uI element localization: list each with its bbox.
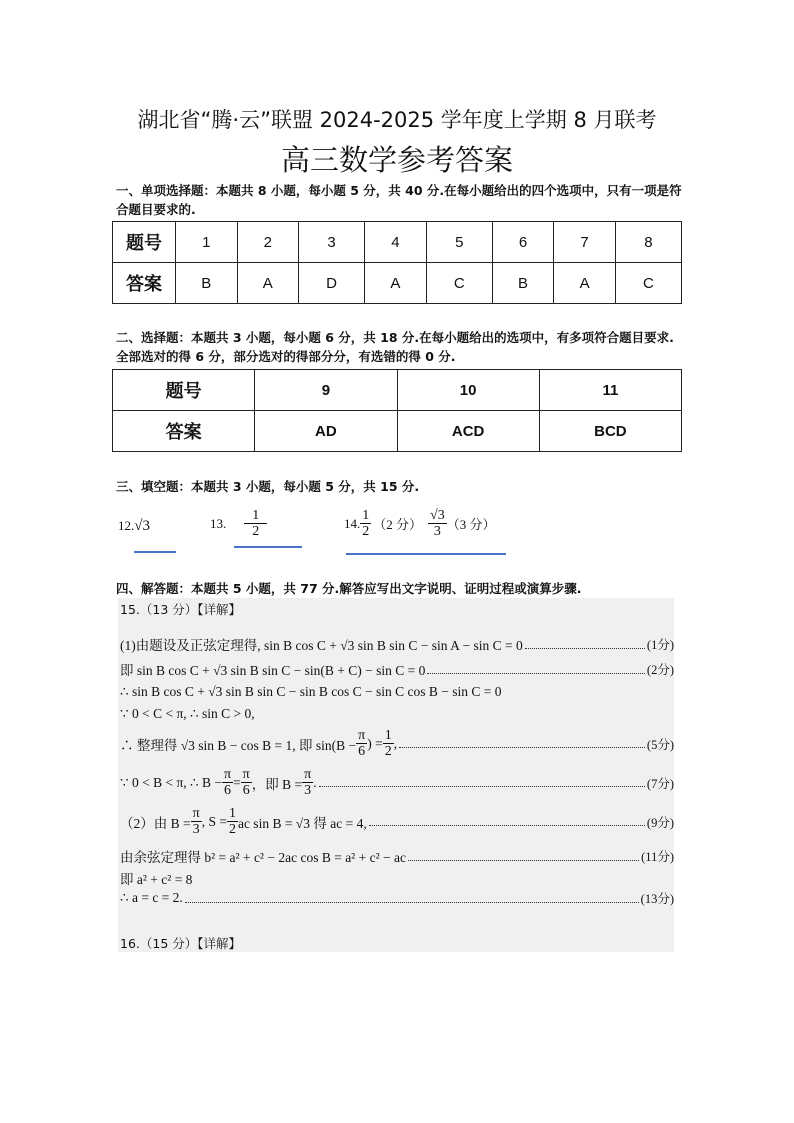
numerator: 1	[228, 806, 236, 821]
line-text: ∴ sin B cos C + √3 sin B sin C − sin B cos C − sin C cos B − sin C = 0	[120, 684, 502, 699]
answer-cell: B	[176, 263, 238, 304]
dot-leader	[185, 894, 639, 903]
dot-leader	[427, 665, 645, 674]
fraction	[360, 508, 371, 539]
answer-cell: B	[492, 263, 554, 304]
section1-answer-table	[112, 221, 682, 304]
dot-leader	[525, 640, 645, 649]
fraction	[227, 806, 238, 837]
solution-line	[120, 767, 674, 798]
question-number: 1	[176, 222, 238, 263]
fraction	[222, 767, 233, 798]
line-text: .	[313, 774, 317, 790]
score: (13分)	[640, 892, 674, 906]
table-row-answers	[113, 263, 682, 304]
numerator: √3	[430, 508, 445, 523]
document-title: 高三数学参考答案	[280, 143, 513, 177]
question-label: 12.	[118, 518, 135, 533]
denominator: 6	[224, 783, 231, 798]
score: (2分)	[646, 663, 674, 677]
line-text: (1)由题设及正弦定理得, sin B cos C + √3 sin B sin C − sin A − sin C = 0	[120, 638, 523, 653]
question-number: 9	[255, 370, 397, 411]
answer-cell: C	[615, 263, 681, 304]
numerator: 1	[362, 508, 370, 523]
dot-leader	[399, 739, 645, 748]
score: (5分)	[646, 737, 674, 752]
score: (1分)	[646, 638, 674, 652]
row-label: 答案	[113, 411, 255, 452]
score: (11分)	[641, 850, 674, 864]
answer-cell: C	[426, 263, 492, 304]
fraction	[383, 728, 394, 759]
numerator: π	[242, 767, 250, 782]
answer-underline	[234, 546, 302, 548]
denominator: 6	[358, 744, 366, 759]
line-text: ac sin B = √3 得 ac = 4,	[237, 815, 367, 831]
solution-line	[120, 889, 674, 907]
question-number: 10	[397, 370, 539, 411]
solution-line	[120, 634, 674, 654]
question-label: 13.	[210, 515, 227, 531]
numerator: 1	[244, 508, 267, 524]
question-number: 6	[492, 222, 554, 263]
denominator: 2	[252, 524, 260, 539]
line-text: 即 sin B cos C + √3 sin B sin C − sin(B + C) − sin C = 0	[120, 663, 426, 678]
fraction	[428, 508, 447, 539]
denominator: 3	[192, 822, 200, 837]
fraction	[241, 767, 252, 798]
score: (9分)	[646, 815, 674, 830]
line-text: （2）由 B =	[120, 815, 191, 831]
answer-cell: D	[299, 263, 365, 304]
section4-heading: 四、解答题：本题共 5 小题，共 77 分.解答应写出文字说明、证明过程或演算步骤.	[116, 581, 582, 596]
solution-line	[120, 684, 674, 700]
answer-cell: ACD	[397, 411, 539, 452]
row-label: 题号	[113, 222, 176, 263]
numerator: π	[304, 767, 312, 782]
q16-header: 16.（15 分）【详解】	[120, 936, 242, 951]
question-number: 5	[426, 222, 492, 263]
line-text: ∴ a = c = 2.	[120, 890, 183, 905]
q15-header: 15.（13 分）【详解】	[120, 602, 242, 617]
row-label: 题号	[113, 370, 255, 411]
question-number: 8	[615, 222, 681, 263]
table-row-questions	[113, 222, 682, 263]
exam-title: 湖北省“腾·云”联盟 2024-2025 学年度上学期 8 月联考	[137, 108, 657, 132]
question-number: 2	[237, 222, 299, 263]
solution-line	[120, 806, 674, 837]
question-label: 14.	[344, 515, 361, 531]
answer-cell: A	[237, 263, 299, 304]
answer-value: √3	[134, 518, 150, 534]
numerator: π	[358, 728, 366, 743]
denominator: 3	[433, 524, 441, 539]
answer-13	[210, 508, 267, 539]
section2-heading: 二、选择题：本题共 3 小题，每小题 6 分，共 18 分.在每小题给出的选项中，有多项符合题目要求.全部选对的得 6 分，部分选对的得部分分，有选错的得 0 分.	[116, 330, 674, 364]
answer-cell: BCD	[539, 411, 681, 452]
score-note: （2 分）	[373, 517, 423, 532]
denominator: 6	[242, 783, 250, 798]
answer-cell: A	[554, 263, 616, 304]
dot-leader	[319, 778, 645, 787]
table-row-answers	[113, 411, 682, 452]
denominator: 2	[362, 524, 370, 539]
answer-underline	[134, 551, 176, 553]
answer-cell: A	[365, 263, 427, 304]
solution-line	[120, 846, 674, 866]
section3-heading: 三、填空题：本题共 3 小题，每小题 5 分，共 15 分.	[116, 479, 420, 494]
table-row-questions	[113, 370, 682, 411]
solution-line	[120, 706, 674, 722]
line-text: 即 a² + c² = 8	[120, 872, 193, 887]
solution-line	[120, 868, 674, 888]
denominator: 2	[384, 744, 392, 759]
dot-leader	[408, 852, 639, 861]
solution-line	[120, 728, 674, 759]
score-note: （3 分）	[446, 517, 496, 532]
answer-14	[344, 508, 495, 539]
line-text: ∴ 整理得 √3 sin B − cos B = 1, 即 sin(B −	[120, 737, 357, 753]
answer-underline	[346, 553, 506, 555]
fraction	[244, 508, 267, 539]
section2-answer-table	[112, 369, 682, 452]
question-number: 4	[365, 222, 427, 263]
line-text: ∵ 0 < B < π, ∴ B −	[120, 774, 222, 790]
denominator: 3	[304, 783, 312, 798]
line-text: =	[233, 774, 241, 790]
denominator: 2	[228, 822, 236, 837]
line-text: , S =	[201, 813, 227, 829]
numerator: π	[192, 806, 200, 821]
line-text: ，即 B =	[251, 776, 303, 792]
score: (7分)	[646, 776, 674, 791]
line-text: ∵ 0 < C < π, ∴ sin C > 0,	[120, 706, 255, 721]
answer-cell: AD	[255, 411, 397, 452]
section1-heading: 一、单项选择题：本题共 8 小题，每小题 5 分，共 40 分.在每小题给出的四个选项中，只有一项是符合题目要求的.	[116, 183, 682, 217]
question-number: 7	[554, 222, 616, 263]
numerator: π	[223, 767, 232, 782]
line-text: 由余弦定理得 b² = a² + c² − 2ac cos B = a² + c² − ac	[120, 850, 406, 865]
solution-line	[120, 659, 674, 679]
line-text: ) =	[367, 735, 383, 751]
fraction	[191, 806, 202, 837]
question-number: 11	[539, 370, 681, 411]
fraction	[356, 728, 367, 759]
fraction	[302, 767, 313, 798]
numerator: 1	[384, 728, 392, 743]
row-label: 答案	[113, 263, 176, 304]
question-number: 3	[299, 222, 365, 263]
line-text: ,	[393, 735, 398, 751]
dot-leader	[369, 817, 645, 826]
answer-12	[118, 518, 150, 535]
